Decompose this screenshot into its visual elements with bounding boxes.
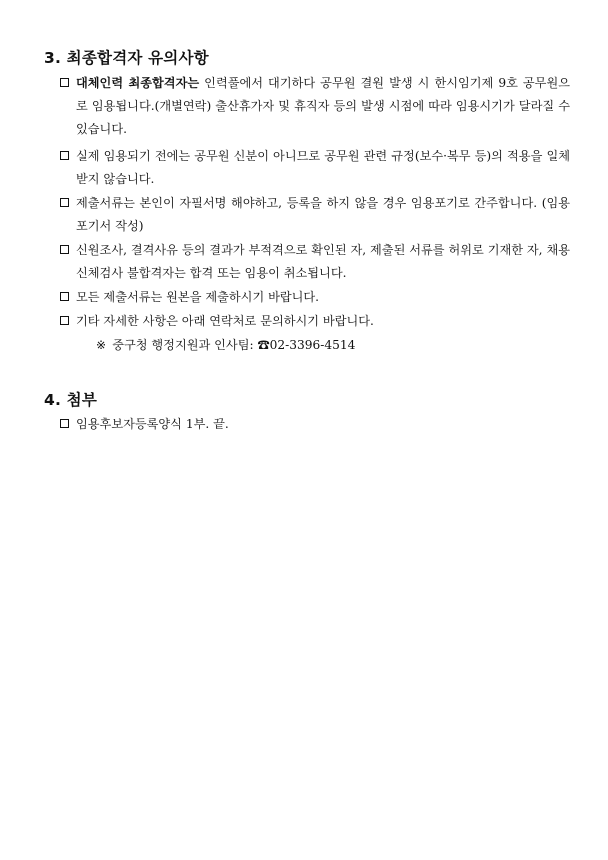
checkbox-square-icon [60, 245, 69, 254]
section-3-title: 3. 최종합격자 유의사항 [44, 49, 209, 67]
item-bold-text: 대체인력 최종합격자는 [76, 76, 200, 90]
list-item [60, 192, 570, 238]
contact-text: 중구청 행정지원과 인사팀: ☎02-3396-4514 [112, 338, 356, 352]
item-text: 임용후보자등록양식 1부. 끝. [76, 417, 229, 431]
list-item [60, 72, 570, 141]
checkbox-square-icon [60, 316, 69, 325]
item-text: 인력풀에서 대기하다 공무원 결원 발생 시 한시임기제 9호 공무원으로 임용됩니다.(개별연락) 출산휴가자 및 휴직자 등의 발생 시점에 따라 임용시기가 달라질 수 있습니다. [76, 76, 570, 136]
note-symbol: ※ [96, 338, 107, 352]
item-text: 신원조사, 결격사유 등의 결과가 부적격으로 확인된 자, 제출된 서류를 허위로 기재한 자, 채용신체검사 불합격자는 합격 또는 임용이 취소됩니다. [76, 243, 570, 280]
item-text: 제출서류는 본인이 자필서명 해야하고, 등록을 하지 않을 경우 임용포기로 간주합니다. (임용포기서 작성) [76, 196, 570, 233]
list-item [60, 145, 570, 191]
checkbox-square-icon [60, 198, 69, 207]
list-item [60, 413, 570, 436]
item-text: 모든 제출서류는 원본을 제출하시기 바랍니다. [76, 290, 320, 304]
list-item [60, 310, 570, 333]
item-text: 기타 자세한 사항은 아래 연락처로 문의하시기 바랍니다. [76, 314, 374, 328]
contact-note [96, 334, 355, 357]
checkbox-square-icon [60, 151, 69, 160]
checkbox-square-icon [60, 78, 69, 87]
checkbox-square-icon [60, 419, 69, 428]
section-4-title: 4. 첨부 [44, 391, 98, 409]
checkbox-square-icon [60, 292, 69, 301]
item-text: 실제 임용되기 전에는 공무원 신분이 아니므로 공무원 관련 규정(보수·복무 등)의 적용을 일체 받지 않습니다. [76, 149, 570, 186]
list-item [60, 239, 570, 285]
list-item [60, 286, 570, 309]
